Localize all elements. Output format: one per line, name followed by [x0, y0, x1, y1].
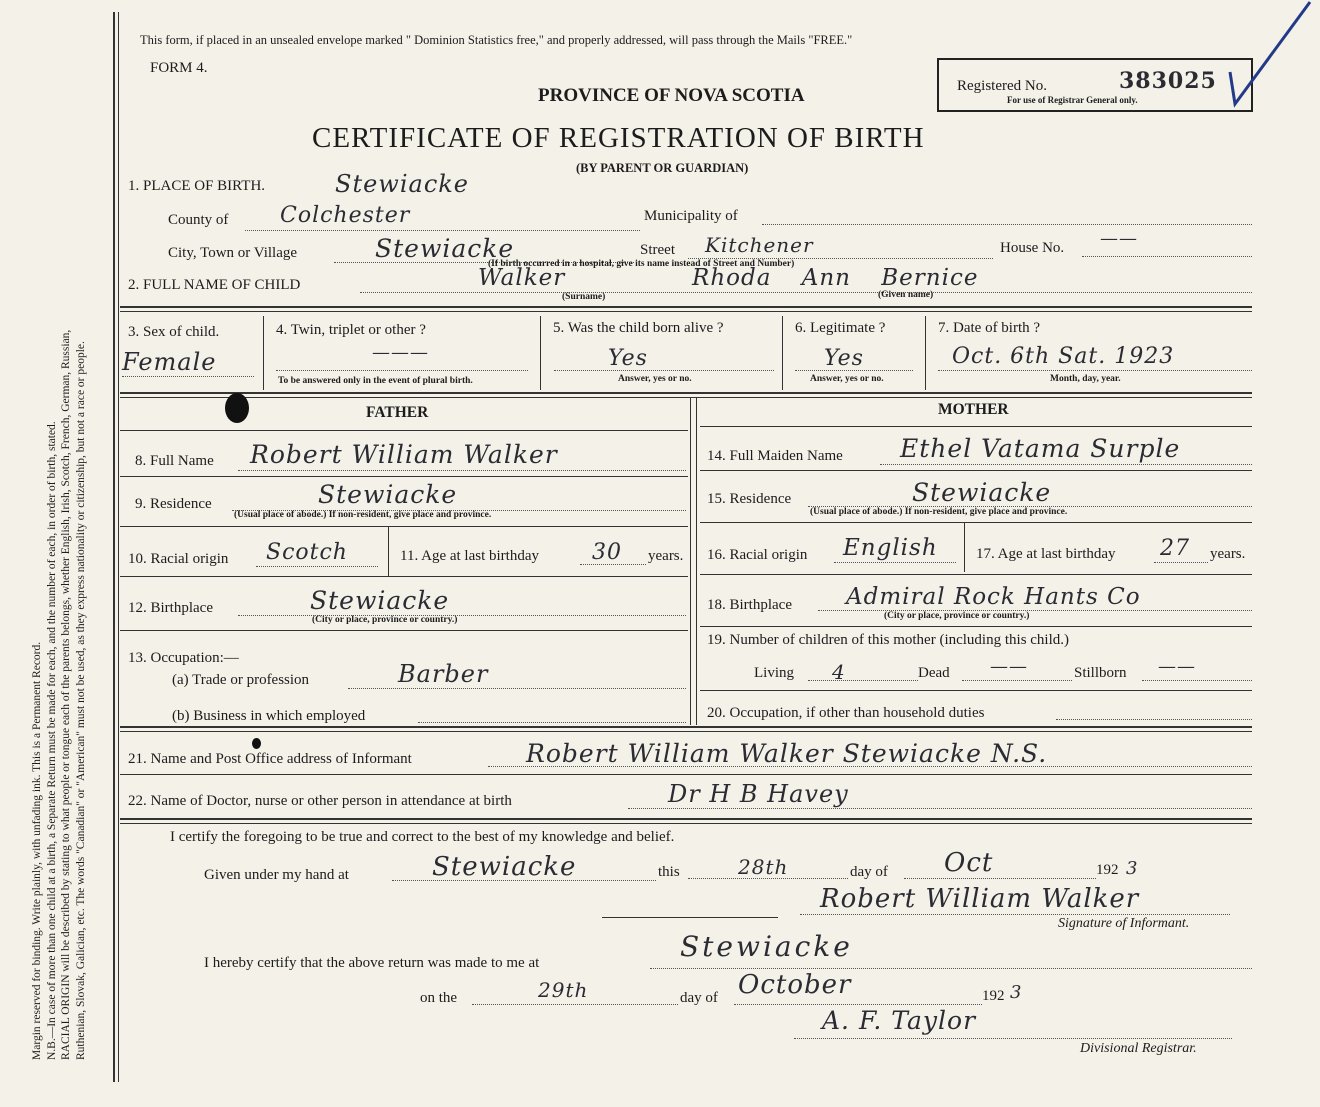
- street-value: Kitchener: [705, 233, 814, 257]
- twin-note: To be answered only in the event of plural birth.: [278, 376, 473, 386]
- mother-age-label: 17. Age at last birthday: [976, 546, 1116, 562]
- form-number: FORM 4.: [150, 60, 208, 76]
- informant-signature-label: Signature of Informant.: [1058, 916, 1190, 931]
- business-label: (b) Business in which employed: [172, 708, 366, 724]
- mother-residence-label: 15. Residence: [707, 491, 792, 507]
- mother-birthplace-note: (City or place, province or country.): [884, 611, 1030, 621]
- trade-value: Barber: [398, 660, 489, 688]
- father-race-value: Scotch: [266, 540, 348, 565]
- born-alive-note: Answer, yes or no.: [618, 374, 692, 384]
- given-under-hand-label: Given under my hand at: [204, 867, 349, 883]
- children-count-label: 19. Number of children of this mother (including this child.): [707, 632, 1070, 648]
- informant-label: 21. Name and Post Office address of Informant: [128, 751, 412, 767]
- place-of-birth-label: 1. PLACE OF BIRTH.: [128, 178, 266, 194]
- sex-label: 3. Sex of child.: [128, 324, 220, 340]
- certify-statement: I certify the foregoing to be true and correct to the best of my knowledge and belief.: [170, 829, 675, 845]
- stillborn-label: Stillborn: [1074, 665, 1127, 681]
- informant-signature: Robert William Walker: [820, 884, 1140, 914]
- child-name-label: 2. FULL NAME OF CHILD: [128, 277, 301, 293]
- legitimate-label: 6. Legitimate ?: [795, 320, 886, 336]
- registrar-note: For use of Registrar General only.: [1007, 95, 1138, 105]
- date-of-birth-note: Month, day, year.: [1050, 374, 1121, 384]
- born-alive-value: Yes: [608, 346, 648, 371]
- registrar-on-the-label: on the: [420, 990, 458, 1006]
- twin-label: 4. Twin, triplet or other ?: [276, 322, 426, 338]
- ink-blot: [225, 393, 249, 423]
- county-value: Colchester: [280, 203, 411, 228]
- certify-day-value: 28th: [738, 855, 789, 879]
- living-value: 4: [832, 660, 846, 684]
- margin-instructions: [30, 50, 88, 1060]
- father-age-years: years.: [648, 548, 684, 564]
- certify-year-prefix: 192: [1096, 862, 1119, 878]
- doctor-label: 22. Name of Doctor, nurse or other person in attendance at birth: [128, 793, 512, 809]
- divisional-registrar-label: Divisional Registrar.: [1080, 1041, 1197, 1056]
- county-label: County of: [168, 212, 229, 228]
- hospital-note: (If birth occurred in a hospital, give its name instead of Street and Number): [488, 259, 795, 269]
- given-place-value: Stewiacke: [432, 852, 577, 882]
- doctor-value: Dr H B Havey: [668, 780, 849, 808]
- margin-line-3: RACIAL ORIGIN will be described by stating to what people or tongue each of the parents belongs, whether English, Irish, Scotch, French, German, Russian,: [60, 329, 73, 1060]
- house-label: House No.: [1000, 240, 1065, 256]
- margin-line-4: Ruthenian, Slovak, Galician, etc. The words "Canadian" or "American" must not be used, as they express nationality or citizenship, but not a race or people.: [74, 341, 87, 1060]
- margin-line-1: Margin reserved for binding. Write plainly, with unfading ink. This is a Permanent Record.: [31, 641, 43, 1060]
- municipality-label: Municipality of: [644, 208, 738, 224]
- certify-year-suffix: 3: [1126, 858, 1139, 879]
- registrar-day-of-label: day of: [680, 990, 718, 1006]
- date-of-birth-label: 7. Date of birth ?: [938, 320, 1041, 336]
- legitimate-note: Answer, yes or no.: [810, 374, 884, 384]
- certify-day-of-label: day of: [850, 864, 888, 880]
- mother-residence-value: Stewiacke: [912, 478, 1052, 507]
- mother-age-years: years.: [1210, 546, 1246, 562]
- mother-occupation-label: 20. Occupation, if other than household duties: [707, 705, 985, 721]
- father-residence-note: (Usual place of abode.) If non-resident, give place and province.: [234, 510, 492, 520]
- registered-number: 383025: [1119, 68, 1217, 94]
- certificate-title: CERTIFICATE OF REGISTRATION OF BIRTH: [312, 122, 925, 154]
- registrar-statement: I hereby certify that the above return was made to me at: [204, 955, 540, 971]
- registrar-signature: A. F. Taylor: [822, 1006, 977, 1035]
- mother-heading: MOTHER: [938, 401, 1009, 418]
- mother-race-value: English: [843, 535, 938, 561]
- father-name-value: Robert William Walker: [250, 440, 558, 469]
- father-name-label: 8. Full Name: [135, 453, 214, 469]
- street-label: Street: [640, 242, 675, 258]
- given-name-note: (Given name): [878, 290, 934, 300]
- father-birthplace-value: Stewiacke: [310, 586, 450, 615]
- father-heading: FATHER: [366, 404, 429, 421]
- mother-age-value: 27: [1160, 536, 1190, 561]
- house-value: ——: [1100, 228, 1138, 249]
- mother-name-label: 14. Full Maiden Name: [707, 448, 843, 464]
- dead-label: Dead: [918, 665, 950, 681]
- dead-value: ——: [990, 656, 1028, 677]
- mother-race-label: 16. Racial origin: [707, 547, 808, 563]
- mother-residence-note: (Usual place of abode.) If non-resident, give place and province.: [810, 507, 1068, 517]
- born-alive-label: 5. Was the child born alive ?: [553, 320, 724, 336]
- province-title: PROVINCE OF NOVA SCOTIA: [538, 85, 805, 106]
- father-age-value: 30: [592, 540, 622, 565]
- mother-birthplace-value: Admiral Rock Hants Co: [846, 584, 1141, 610]
- registrar-day-value: 29th: [538, 978, 589, 1002]
- registrar-year-prefix: 192: [982, 988, 1005, 1004]
- twin-value: ———: [372, 342, 429, 363]
- informant-value: Robert William Walker Stewiacke N.S.: [526, 739, 1048, 768]
- margin-rule: [113, 12, 115, 1082]
- father-birthplace-note: (City or place, province or country.): [312, 615, 458, 625]
- father-residence-value: Stewiacke: [318, 480, 458, 509]
- city-value: Stewiacke: [375, 234, 515, 263]
- certificate-subtitle: (BY PARENT OR GUARDIAN): [576, 161, 749, 175]
- surname-note: (Surname): [562, 292, 606, 302]
- registrar-place-value: Stewiacke: [680, 930, 853, 963]
- child-surname: Walker: [478, 265, 566, 291]
- checkmark-icon: [1225, 0, 1315, 110]
- certify-this-label: this: [658, 864, 680, 880]
- margin-rule-inner: [118, 12, 119, 1082]
- registration-number-box: [937, 58, 1253, 112]
- father-race-label: 10. Racial origin: [128, 551, 229, 567]
- legitimate-value: Yes: [824, 346, 864, 371]
- stillborn-value: ——: [1158, 656, 1196, 677]
- date-of-birth-value: Oct. 6th Sat. 1923: [952, 344, 1175, 369]
- registrar-year-suffix: 3: [1010, 982, 1023, 1003]
- father-birthplace-label: 12. Birthplace: [128, 600, 213, 616]
- place-of-birth-value: Stewiacke: [335, 170, 470, 198]
- father-occupation-label: 13. Occupation:—: [128, 650, 239, 666]
- trade-label: (a) Trade or profession: [172, 672, 310, 688]
- registrar-month-value: October: [738, 970, 852, 1000]
- mother-birthplace-label: 18. Birthplace: [707, 597, 792, 613]
- certify-month-value: Oct: [944, 848, 994, 878]
- registered-label: Registered No.: [957, 78, 1047, 94]
- child-given-names: Rhoda Ann Bernice: [692, 265, 979, 291]
- city-label: City, Town or Village: [168, 245, 298, 261]
- father-residence-label: 9. Residence: [135, 496, 212, 512]
- father-age-label: 11. Age at last birthday: [400, 548, 539, 564]
- ink-dot: [252, 738, 261, 749]
- sex-value: Female: [122, 348, 217, 376]
- living-label: Living: [754, 665, 794, 681]
- mail-notice: This form, if placed in an unsealed envelope marked " Dominion Statistics free," and properly addressed, will pass through the Mails "FREE.": [140, 33, 853, 47]
- margin-line-2: N.B.—In case of more than one child at a birth, a Separate Return must be made for each, and the number of each, in order of birth, stated.: [45, 421, 58, 1060]
- mother-name-value: Ethel Vatama Surple: [900, 434, 1181, 463]
